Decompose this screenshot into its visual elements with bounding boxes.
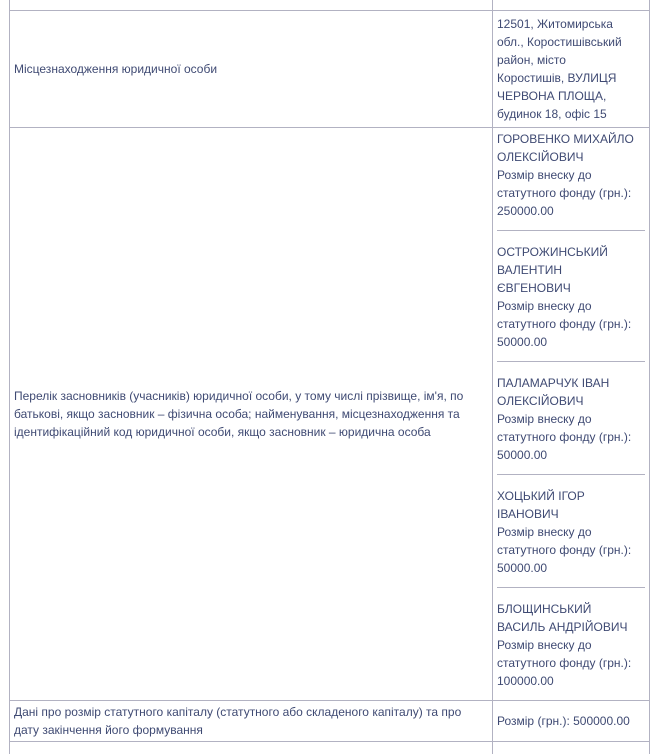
capital-label-line: дату закінчення його формування — [14, 721, 484, 739]
founder-contribution-line: статутного фонду (грн.): — [497, 428, 645, 446]
founder-amount: 50000.00 — [497, 333, 645, 351]
capital-label — [10, 701, 493, 742]
registry-table — [9, 0, 650, 754]
founder-name — [497, 130, 645, 166]
founder-contribution-line: Розмір внеску до — [497, 410, 645, 428]
location-address — [497, 15, 645, 123]
founder-amount: 50000.00 — [497, 559, 645, 577]
location-value — [493, 11, 650, 128]
table-row-capital — [10, 701, 650, 742]
table-row-location — [10, 11, 650, 128]
founder-contribution-line: Розмір внеску до — [497, 297, 645, 315]
location-address-line: Коростишів, ВУЛИЦЯ — [497, 69, 645, 87]
founder-amount: 250000.00 — [497, 202, 645, 220]
founder-entry — [497, 128, 645, 231]
location-address-line: 12501, Житомирська — [497, 15, 645, 33]
founder-contribution-line: статутного фонду (грн.): — [497, 654, 645, 672]
founders-label-line: Перелік засновників (учасників) юридичної особи, у тому числі прізвище, ім'я, по — [14, 387, 484, 405]
table-row-partial-bottom — [10, 742, 650, 754]
founder-name-line: ПАЛАМАРЧУК ІВАН — [497, 374, 645, 392]
table-row-founders — [10, 128, 650, 701]
capital-label-line: Дані про розмір статутного капіталу (статутного або складеного капіталу) та про — [14, 703, 484, 721]
location-address-line: ЧЕРВОНА ПЛОЩА, — [497, 87, 645, 105]
founder-contribution-line: Розмір внеску до — [497, 636, 645, 654]
founder-amount: 50000.00 — [497, 446, 645, 464]
founder-name-line: ЄВГЕНОВИЧ — [497, 279, 645, 297]
founder-name-line: ІВАНОВИЧ — [497, 505, 645, 523]
founder-contribution-label — [497, 297, 645, 333]
location-label: Місцезнаходження юридичної особи — [10, 11, 493, 128]
founder-contribution-label — [497, 636, 645, 672]
table-row-partial-top — [10, 0, 650, 11]
founder-contribution-line: статутного фонду (грн.): — [497, 184, 645, 202]
founder-contribution-line: Розмір внеску до — [497, 523, 645, 541]
founder-name — [497, 600, 645, 636]
founder-name-line: ОСТРОЖИНСЬКИЙ — [497, 243, 645, 261]
founder-entry — [497, 588, 645, 700]
capital-value: Розмір (грн.): 500000.00 — [493, 701, 650, 742]
founder-entry — [497, 231, 645, 362]
founder-contribution-label — [497, 166, 645, 202]
founders-label — [10, 128, 493, 701]
founders-label-line: батькові, якщо засновник – фізична особа; найменування, місцезнаходження та — [14, 405, 484, 423]
founders-label-text — [14, 387, 484, 441]
location-address-line: будинок 18, офіс 15 — [497, 105, 645, 123]
location-address-line: район, місто — [497, 51, 645, 69]
founders-value — [493, 128, 650, 701]
capital-label-text — [14, 703, 484, 739]
cell-empty-label — [10, 742, 493, 754]
founders-list — [497, 128, 645, 700]
founder-name — [497, 487, 645, 523]
founder-name-line: ВАЛЕНТИН — [497, 261, 645, 279]
founder-name-line: БЛОЩИНСЬКИЙ — [497, 600, 645, 618]
founder-name — [497, 374, 645, 410]
founder-contribution-label — [497, 410, 645, 446]
founder-contribution-line: статутного фонду (грн.): — [497, 315, 645, 333]
founder-name — [497, 243, 645, 297]
founder-contribution-label — [497, 523, 645, 559]
founder-contribution-line: статутного фонду (грн.): — [497, 541, 645, 559]
founder-name-line: ВАСИЛЬ АНДРІЙОВИЧ — [497, 618, 645, 636]
location-address-line: обл., Коростишівський — [497, 33, 645, 51]
founder-name-line: ОЛЕКСІЙОВИЧ — [497, 392, 645, 410]
founder-name-line: ХОЦЬКИЙ ІГОР — [497, 487, 645, 505]
founder-amount: 100000.00 — [497, 672, 645, 690]
founder-contribution-line: Розмір внеску до — [497, 166, 645, 184]
cell-empty-value — [493, 0, 650, 11]
cell-empty-label — [10, 0, 493, 11]
founder-entry — [497, 475, 645, 588]
cell-empty-value — [493, 742, 650, 754]
founder-entry — [497, 362, 645, 475]
founder-name-line: ОЛЕКСІЙОВИЧ — [497, 148, 645, 166]
founders-label-line: ідентифікаційний код юридичної особи, якщо засновник – юридична особа — [14, 423, 484, 441]
founder-name-line: ГОРОВЕНКО МИХАЙЛО — [497, 130, 645, 148]
